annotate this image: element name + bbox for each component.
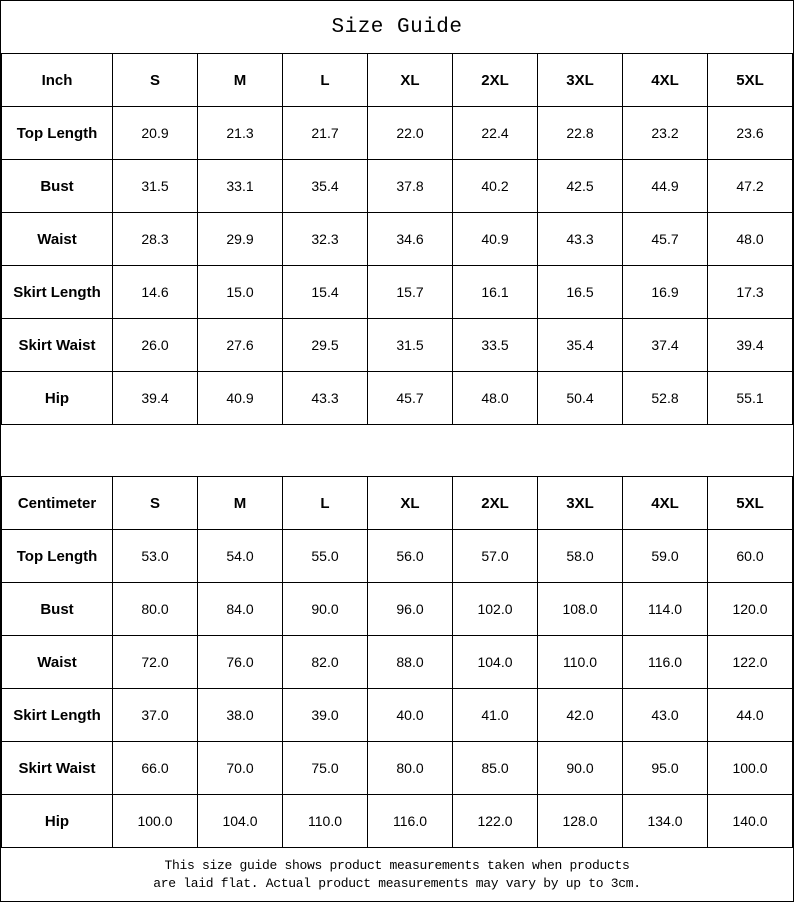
- size-table-inch: [1, 53, 793, 425]
- value-cell: 16.9: [623, 266, 708, 319]
- value-cell: 102.0: [453, 583, 538, 636]
- value-cell: 27.6: [198, 319, 283, 372]
- value-cell: 39.4: [113, 372, 198, 425]
- value-cell: 34.6: [368, 213, 453, 266]
- value-cell: 60.0: [708, 530, 793, 583]
- size-header-row: [2, 54, 793, 107]
- value-cell: 104.0: [453, 636, 538, 689]
- value-cell: 29.5: [283, 319, 368, 372]
- row-label-cell: Bust: [2, 583, 113, 636]
- measurement-row: [2, 742, 793, 795]
- footer-note-line2: are laid flat. Actual product measurements may vary by up to 3cm.: [153, 875, 641, 891]
- page-title: Size Guide: [331, 15, 463, 39]
- value-cell: 120.0: [708, 583, 793, 636]
- value-cell: 47.2: [708, 160, 793, 213]
- value-cell: 50.4: [538, 372, 623, 425]
- row-label-cell: Skirt Length: [2, 689, 113, 742]
- measurement-row: [2, 372, 793, 425]
- size-header-cell: 2XL: [453, 54, 538, 107]
- size-table-centimeter: [1, 476, 793, 848]
- row-label-cell: Waist: [2, 636, 113, 689]
- size-header-cell: 4XL: [623, 54, 708, 107]
- value-cell: 140.0: [708, 795, 793, 848]
- value-cell: 15.4: [283, 266, 368, 319]
- value-cell: 17.3: [708, 266, 793, 319]
- value-cell: 22.4: [453, 107, 538, 160]
- measurement-row: [2, 107, 793, 160]
- value-cell: 110.0: [283, 795, 368, 848]
- row-label-cell: Bust: [2, 160, 113, 213]
- value-cell: 44.0: [708, 689, 793, 742]
- row-label-cell: Skirt Length: [2, 266, 113, 319]
- footer-note-line1: This size guide shows product measurements taken when products: [164, 857, 630, 873]
- value-cell: 72.0: [113, 636, 198, 689]
- row-label-cell: Top Length: [2, 107, 113, 160]
- value-cell: 39.0: [283, 689, 368, 742]
- size-header-cell: M: [198, 477, 283, 530]
- size-header-cell: M: [198, 54, 283, 107]
- table-gap: [1, 425, 793, 476]
- value-cell: 39.4: [708, 319, 793, 372]
- size-header-cell: L: [283, 54, 368, 107]
- value-cell: 66.0: [113, 742, 198, 795]
- value-cell: 122.0: [453, 795, 538, 848]
- value-cell: 20.9: [113, 107, 198, 160]
- value-cell: 28.3: [113, 213, 198, 266]
- measurement-row: [2, 530, 793, 583]
- value-cell: 59.0: [623, 530, 708, 583]
- value-cell: 48.0: [708, 213, 793, 266]
- value-cell: 90.0: [283, 583, 368, 636]
- value-cell: 38.0: [198, 689, 283, 742]
- value-cell: 43.0: [623, 689, 708, 742]
- value-cell: 54.0: [198, 530, 283, 583]
- value-cell: 100.0: [113, 795, 198, 848]
- row-label-cell: Top Length: [2, 530, 113, 583]
- size-header-cell: 2XL: [453, 477, 538, 530]
- value-cell: 116.0: [623, 636, 708, 689]
- value-cell: 48.0: [453, 372, 538, 425]
- measurement-row: [2, 213, 793, 266]
- value-cell: 45.7: [623, 213, 708, 266]
- measurement-row: [2, 636, 793, 689]
- value-cell: 15.7: [368, 266, 453, 319]
- value-cell: 55.0: [283, 530, 368, 583]
- value-cell: 43.3: [538, 213, 623, 266]
- value-cell: 37.0: [113, 689, 198, 742]
- value-cell: 37.8: [368, 160, 453, 213]
- value-cell: 29.9: [198, 213, 283, 266]
- value-cell: 85.0: [453, 742, 538, 795]
- value-cell: 40.0: [368, 689, 453, 742]
- value-cell: 35.4: [538, 319, 623, 372]
- value-cell: 100.0: [708, 742, 793, 795]
- value-cell: 21.7: [283, 107, 368, 160]
- size-header-cell: XL: [368, 477, 453, 530]
- value-cell: 80.0: [113, 583, 198, 636]
- value-cell: 42.5: [538, 160, 623, 213]
- footer-note: [1, 848, 793, 901]
- size-header-cell: 4XL: [623, 477, 708, 530]
- value-cell: 128.0: [538, 795, 623, 848]
- value-cell: 16.5: [538, 266, 623, 319]
- unit-header-cell: Inch: [2, 54, 113, 107]
- value-cell: 21.3: [198, 107, 283, 160]
- value-cell: 110.0: [538, 636, 623, 689]
- value-cell: 57.0: [453, 530, 538, 583]
- row-label-cell: Hip: [2, 372, 113, 425]
- value-cell: 22.0: [368, 107, 453, 160]
- value-cell: 52.8: [623, 372, 708, 425]
- value-cell: 104.0: [198, 795, 283, 848]
- value-cell: 16.1: [453, 266, 538, 319]
- value-cell: 40.9: [198, 372, 283, 425]
- value-cell: 116.0: [368, 795, 453, 848]
- value-cell: 70.0: [198, 742, 283, 795]
- row-label-cell: Skirt Waist: [2, 742, 113, 795]
- size-header-cell: 5XL: [708, 477, 793, 530]
- value-cell: 23.6: [708, 107, 793, 160]
- unit-header-cell: Centimeter: [2, 477, 113, 530]
- row-label-cell: Hip: [2, 795, 113, 848]
- value-cell: 96.0: [368, 583, 453, 636]
- title-row: [1, 1, 793, 53]
- value-cell: 55.1: [708, 372, 793, 425]
- value-cell: 33.5: [453, 319, 538, 372]
- value-cell: 31.5: [368, 319, 453, 372]
- value-cell: 26.0: [113, 319, 198, 372]
- measurement-row: [2, 160, 793, 213]
- measurement-row: [2, 319, 793, 372]
- value-cell: 40.2: [453, 160, 538, 213]
- value-cell: 44.9: [623, 160, 708, 213]
- value-cell: 58.0: [538, 530, 623, 583]
- value-cell: 80.0: [368, 742, 453, 795]
- size-header-cell: XL: [368, 54, 453, 107]
- row-label-cell: Waist: [2, 213, 113, 266]
- measurement-row: [2, 266, 793, 319]
- size-header-cell: S: [113, 477, 198, 530]
- size-header-cell: L: [283, 477, 368, 530]
- value-cell: 114.0: [623, 583, 708, 636]
- value-cell: 56.0: [368, 530, 453, 583]
- value-cell: 22.8: [538, 107, 623, 160]
- value-cell: 75.0: [283, 742, 368, 795]
- measurement-row: [2, 795, 793, 848]
- value-cell: 108.0: [538, 583, 623, 636]
- measurement-row: [2, 689, 793, 742]
- value-cell: 88.0: [368, 636, 453, 689]
- value-cell: 40.9: [453, 213, 538, 266]
- row-label-cell: Skirt Waist: [2, 319, 113, 372]
- value-cell: 82.0: [283, 636, 368, 689]
- value-cell: 41.0: [453, 689, 538, 742]
- value-cell: 134.0: [623, 795, 708, 848]
- value-cell: 95.0: [623, 742, 708, 795]
- value-cell: 35.4: [283, 160, 368, 213]
- value-cell: 84.0: [198, 583, 283, 636]
- size-header-cell: 3XL: [538, 477, 623, 530]
- value-cell: 31.5: [113, 160, 198, 213]
- value-cell: 43.3: [283, 372, 368, 425]
- value-cell: 45.7: [368, 372, 453, 425]
- value-cell: 14.6: [113, 266, 198, 319]
- measurement-row: [2, 583, 793, 636]
- value-cell: 42.0: [538, 689, 623, 742]
- value-cell: 122.0: [708, 636, 793, 689]
- value-cell: 53.0: [113, 530, 198, 583]
- value-cell: 23.2: [623, 107, 708, 160]
- value-cell: 37.4: [623, 319, 708, 372]
- value-cell: 15.0: [198, 266, 283, 319]
- value-cell: 32.3: [283, 213, 368, 266]
- value-cell: 76.0: [198, 636, 283, 689]
- size-header-row: [2, 477, 793, 530]
- value-cell: 90.0: [538, 742, 623, 795]
- size-header-cell: S: [113, 54, 198, 107]
- size-header-cell: 5XL: [708, 54, 793, 107]
- size-header-cell: 3XL: [538, 54, 623, 107]
- value-cell: 33.1: [198, 160, 283, 213]
